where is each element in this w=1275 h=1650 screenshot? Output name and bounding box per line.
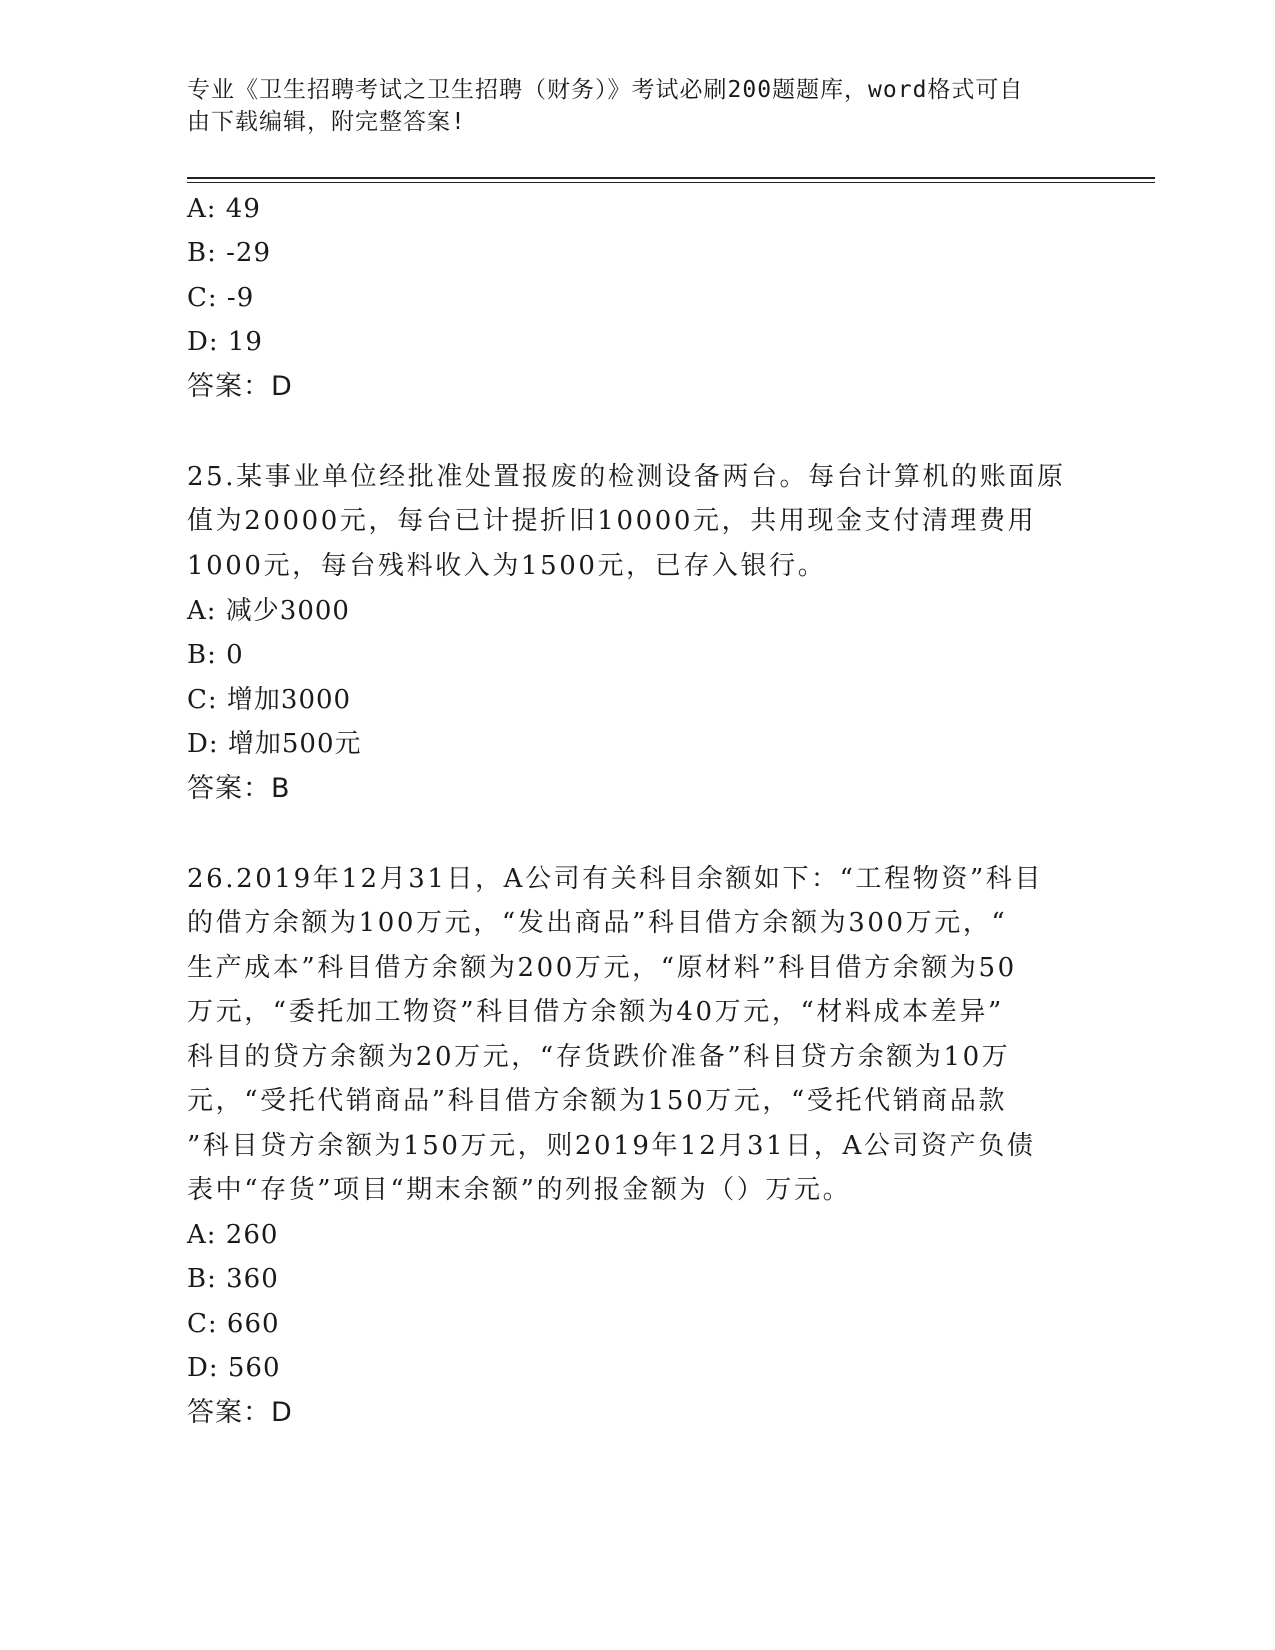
answer-label: 答案：B bbox=[187, 773, 291, 804]
option-b: B: -29 bbox=[187, 238, 271, 268]
header-line-2: 由下载编辑，附完整答案! bbox=[187, 109, 466, 135]
question-text-line: 生产成本”科目借方余额为200万元，“原材料”科目借方余额为50 bbox=[187, 953, 1017, 983]
question-text-line: 26.2019年12月31日，A公司有关科目余额如下：“工程物资”科目 bbox=[187, 864, 1044, 894]
question-text-line: 科目的贷方余额为20万元，“存货跌价准备”科目贷方余额为10万 bbox=[187, 1042, 1011, 1072]
question-text-line: 25.某事业单位经批准处置报废的检测设备两台。每台计算机的账面原 bbox=[187, 462, 1066, 492]
question-text-line: ”科目贷方余额为150万元，则2019年12月31日，A公司资产负债 bbox=[187, 1131, 1036, 1161]
header-divider-thick bbox=[187, 177, 1155, 179]
option-d: D: 19 bbox=[187, 327, 263, 357]
question-text-line: 元，“受托代销商品”科目借方余额为150万元，“受托代销商品款 bbox=[187, 1086, 1008, 1116]
answer-label: 答案：D bbox=[187, 1397, 293, 1428]
option-b: B: 360 bbox=[187, 1264, 279, 1294]
header-line-1: 专业《卫生招聘考试之卫生招聘（财务）》考试必刷200题题库，word格式可自 bbox=[187, 77, 1024, 103]
option-a: A: 260 bbox=[187, 1220, 279, 1250]
option-a: A: 49 bbox=[187, 194, 261, 224]
option-d: D: 增加500元 bbox=[187, 729, 362, 759]
question-text-line: 1000元，每台残料收入为1500元，已存入银行。 bbox=[187, 551, 827, 581]
answer-label: 答案：D bbox=[187, 371, 293, 402]
question-text-line: 的借方余额为100万元，“发出商品”科目借方余额为300万元，“ bbox=[187, 908, 1008, 938]
option-b: B: 0 bbox=[187, 640, 244, 670]
header-divider-thin bbox=[187, 182, 1155, 183]
question-text-line: 表中“存货”项目“期末余额”的列报金额为（）万元。 bbox=[187, 1175, 852, 1205]
option-c: C: -9 bbox=[187, 283, 255, 313]
question-text-line: 值为20000元，每台已计提折旧10000元，共用现金支付清理费用 bbox=[187, 506, 1037, 536]
option-d: D: 560 bbox=[187, 1353, 281, 1383]
option-a: A: 减少3000 bbox=[187, 596, 350, 626]
option-c: C: 660 bbox=[187, 1309, 280, 1339]
question-text-line: 万元，“委托加工物资”科目借方余额为40万元，“材料成本差异” bbox=[187, 997, 1004, 1027]
option-c: C: 增加3000 bbox=[187, 685, 352, 715]
document-header bbox=[187, 74, 1067, 138]
